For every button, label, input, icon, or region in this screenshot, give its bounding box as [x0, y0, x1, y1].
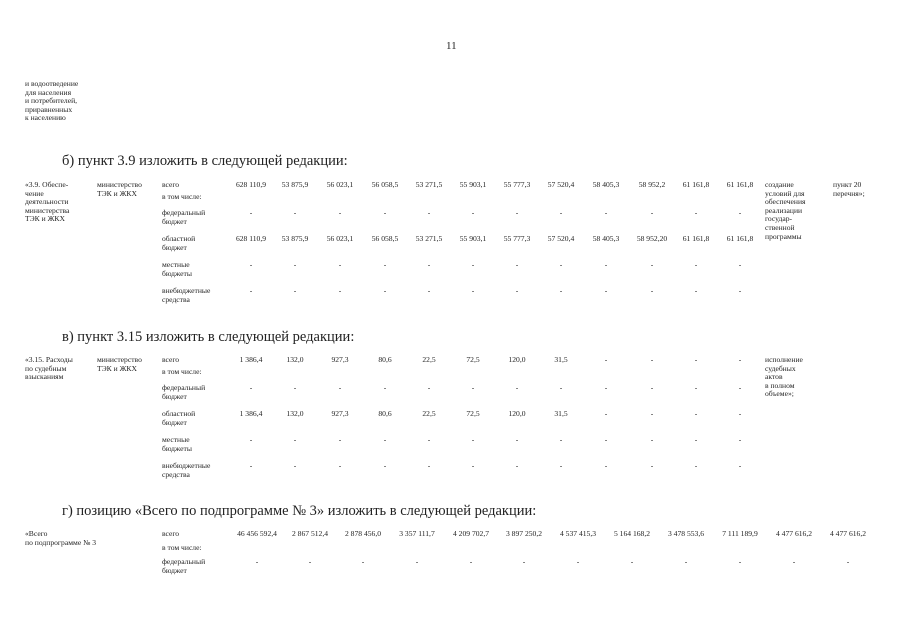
- table-cell: -: [427, 461, 431, 470]
- row-label: [162, 410, 195, 427]
- row-label-line: внебюджетные: [162, 286, 211, 295]
- item-name: [25, 356, 73, 382]
- table-cell: 628 110,9: [235, 180, 267, 189]
- table-cell: -: [293, 208, 297, 217]
- table-cell: -: [338, 461, 342, 470]
- table-cell: -: [249, 461, 253, 470]
- row-label-line: в том числе:: [162, 192, 202, 201]
- table-cell: -: [515, 435, 519, 444]
- row-label-line: средства: [162, 294, 190, 304]
- row-label: [162, 368, 202, 377]
- table-cell: -: [469, 557, 473, 566]
- row-label-line: областной: [162, 234, 196, 243]
- table-cell: -: [471, 435, 475, 444]
- table-cell: 53 271,5: [415, 234, 443, 243]
- table-cell: -: [383, 208, 387, 217]
- table-cell: -: [249, 383, 253, 392]
- table-cell: -: [515, 260, 519, 269]
- table-cell: -: [684, 557, 688, 566]
- table-cell: -: [650, 435, 654, 444]
- table-cell: 80,6: [378, 409, 392, 418]
- table-cell: 3 357 111,7: [399, 529, 435, 538]
- table-cell: 57 520,4: [547, 180, 575, 189]
- row-label-line: бюджеты: [162, 268, 192, 278]
- table-cell: -: [738, 286, 742, 295]
- row-label: [162, 193, 202, 202]
- table-cell: -: [293, 461, 297, 470]
- table-cell: -: [738, 383, 742, 392]
- table-cell: -: [604, 355, 608, 364]
- item-name-line: «Всего: [25, 529, 48, 538]
- table-cell: -: [694, 355, 698, 364]
- table-cell: -: [338, 208, 342, 217]
- row-label-line: средства: [162, 469, 190, 479]
- table-cell: 55 777,3: [503, 234, 531, 243]
- table-cell: -: [738, 461, 742, 470]
- table-cell: 55 903,1: [459, 234, 487, 243]
- table-cell: -: [249, 286, 253, 295]
- table-cell: 3 897 250,2: [505, 529, 543, 538]
- row-label-line: бюджет: [162, 242, 187, 252]
- result-line: обеспечения: [765, 197, 806, 207]
- section-g-heading: г) позицию «Всего по подпрограмме № 3» изложить в следующей редакции:: [62, 503, 537, 519]
- table-cell: -: [846, 557, 850, 566]
- table-cell: 56 058,5: [371, 180, 399, 189]
- table-cell: -: [515, 383, 519, 392]
- intro-line-group-line: приравненных: [25, 104, 73, 114]
- row-label-line: бюджет: [162, 216, 187, 226]
- table-cell: -: [694, 208, 698, 217]
- table-cell: 61 161,8: [726, 234, 754, 243]
- table-cell: -: [694, 461, 698, 470]
- table-cell: 927,3: [331, 409, 349, 418]
- table-cell: -: [338, 435, 342, 444]
- table-cell: -: [383, 260, 387, 269]
- table-cell: -: [694, 435, 698, 444]
- table-cell: -: [792, 557, 796, 566]
- table-cell: -: [559, 383, 563, 392]
- result-line: государ-: [765, 214, 793, 224]
- table-cell: -: [576, 557, 580, 566]
- table-cell: 31,5: [554, 355, 568, 364]
- table-cell: 53 875,9: [281, 234, 309, 243]
- table-cell: 1 386,4: [239, 409, 263, 418]
- table-cell: 31,5: [554, 409, 568, 418]
- table-cell: 22,5: [422, 409, 436, 418]
- table-cell: 80,6: [378, 355, 392, 364]
- table-cell: 2 878 456,0: [344, 529, 382, 538]
- table-cell: -: [515, 208, 519, 217]
- item-name-line: министерства: [25, 205, 70, 215]
- intro-line-group: [25, 80, 78, 123]
- table-cell: 53 271,5: [415, 180, 443, 189]
- table-cell: 53 875,9: [281, 180, 309, 189]
- table-cell: -: [738, 557, 742, 566]
- item-name-line: взысканиям: [25, 372, 64, 382]
- table-cell: 61 161,8: [682, 234, 710, 243]
- table-cell: -: [293, 286, 297, 295]
- executor: [97, 356, 142, 373]
- row-label: [162, 530, 179, 539]
- table-cell: 61 161,8: [682, 180, 710, 189]
- row-label: [162, 287, 210, 304]
- table-cell: -: [471, 286, 475, 295]
- row-label-line: федеральный: [162, 557, 206, 566]
- table-cell: -: [559, 208, 563, 217]
- table-cell: -: [471, 461, 475, 470]
- table-cell: -: [604, 260, 608, 269]
- table-cell: -: [694, 383, 698, 392]
- table-cell: -: [650, 208, 654, 217]
- table-cell: 56 058,5: [371, 234, 399, 243]
- table-cell: -: [650, 286, 654, 295]
- section-b-heading: б) пункт 3.9 изложить в следующей редакции:: [62, 153, 348, 169]
- table-cell: 927,3: [331, 355, 349, 364]
- table-cell: -: [361, 557, 365, 566]
- row-label-line: местные: [162, 260, 190, 269]
- table-cell: 628 110,9: [235, 234, 267, 243]
- table-cell: -: [471, 260, 475, 269]
- result-line: объеме»;: [765, 389, 794, 399]
- row-label: [162, 558, 205, 575]
- table-cell: -: [604, 208, 608, 217]
- reference: [833, 181, 865, 198]
- table-cell: 2 867 512,4: [291, 529, 329, 538]
- table-cell: -: [604, 435, 608, 444]
- table-cell: -: [415, 557, 419, 566]
- table-cell: -: [249, 435, 253, 444]
- intro-line-group-line: и потребителей,: [25, 96, 78, 106]
- item-name: [25, 530, 96, 547]
- table-cell: -: [383, 286, 387, 295]
- result-line: судебных: [765, 363, 796, 373]
- table-cell: -: [738, 409, 742, 418]
- table-cell: -: [471, 383, 475, 392]
- table-cell: 72,5: [466, 409, 480, 418]
- row-label: [162, 384, 205, 401]
- table-cell: -: [338, 260, 342, 269]
- result-line: в полном: [765, 380, 795, 390]
- table-cell: -: [293, 435, 297, 444]
- table-cell: 132,0: [286, 355, 304, 364]
- table-cell: -: [604, 409, 608, 418]
- row-label: [162, 462, 210, 479]
- result-line: программы: [765, 231, 802, 241]
- executor-line: министерство: [97, 355, 142, 364]
- row-label-line: бюджет: [162, 391, 187, 401]
- result-line: исполнение: [765, 355, 803, 364]
- table-cell: -: [604, 286, 608, 295]
- item-name-line: по подпрограмме № 3: [25, 537, 97, 547]
- table-cell: -: [694, 260, 698, 269]
- row-label: [162, 181, 179, 190]
- table-cell: 120,0: [508, 355, 526, 364]
- table-cell: 56 023,1: [326, 234, 354, 243]
- row-label-line: в том числе:: [162, 367, 202, 376]
- row-label-line: внебюджетные: [162, 461, 211, 470]
- table-cell: -: [559, 461, 563, 470]
- table-cell: 55 903,1: [459, 180, 487, 189]
- row-label: [162, 261, 192, 278]
- table-cell: 132,0: [286, 409, 304, 418]
- table-cell: 58 405,3: [592, 234, 620, 243]
- row-label: [162, 356, 179, 365]
- table-cell: -: [738, 355, 742, 364]
- table-cell: 4 537 415,3: [559, 529, 597, 538]
- result-line: условий для: [765, 188, 805, 198]
- table-cell: -: [427, 260, 431, 269]
- table-cell: -: [650, 383, 654, 392]
- table-cell: 4 477 616,2: [829, 529, 867, 538]
- table-cell: -: [650, 355, 654, 364]
- item-name-line: «3.9. Обеспе-: [25, 180, 69, 189]
- row-label: [162, 544, 202, 553]
- table-cell: 1 386,4: [239, 355, 263, 364]
- table-cell: -: [522, 557, 526, 566]
- table-cell: -: [515, 461, 519, 470]
- intro-line-group-line: и водоотведение: [25, 79, 79, 88]
- table-cell: -: [650, 409, 654, 418]
- table-cell: 61 161,8: [726, 180, 754, 189]
- table-cell: 3 478 553,6: [667, 529, 705, 538]
- table-cell: -: [427, 383, 431, 392]
- table-cell: -: [515, 286, 519, 295]
- table-cell: 55 777,3: [503, 180, 531, 189]
- item-name: [25, 181, 69, 224]
- row-label-line: федеральный: [162, 383, 206, 392]
- table-cell: 58 952,20: [636, 234, 668, 243]
- table-cell: 58 405,3: [592, 180, 620, 189]
- row-label-line: в том числе:: [162, 543, 202, 552]
- table-cell: -: [308, 557, 312, 566]
- table-cell: 7 111 189,9: [722, 529, 758, 538]
- row-label: [162, 235, 195, 252]
- section-v-heading: в) пункт 3.15 изложить в следующей редакции:: [62, 329, 355, 345]
- table-cell: -: [249, 260, 253, 269]
- table-cell: -: [383, 461, 387, 470]
- table-cell: -: [559, 286, 563, 295]
- executor: [97, 181, 142, 198]
- table-cell: 72,5: [466, 355, 480, 364]
- row-label-line: местные: [162, 435, 190, 444]
- item-name-line: «3.15. Расходы: [25, 355, 73, 364]
- item-name-line: по судебным: [25, 363, 67, 373]
- table-cell: -: [738, 260, 742, 269]
- table-cell: -: [694, 286, 698, 295]
- reference-line: пункт 20: [833, 180, 862, 189]
- intro-line-group-line: к населению: [25, 113, 66, 123]
- table-cell: -: [738, 435, 742, 444]
- table-cell: -: [427, 435, 431, 444]
- row-label-line: бюджеты: [162, 443, 192, 453]
- table-cell: 22,5: [422, 355, 436, 364]
- item-name-line: чение: [25, 188, 44, 198]
- table-cell: -: [383, 383, 387, 392]
- result-line: ственной: [765, 222, 795, 232]
- result-line: реализации: [765, 205, 803, 215]
- table-cell: 58 952,2: [638, 180, 666, 189]
- table-cell: -: [255, 557, 259, 566]
- row-label-line: всего: [162, 529, 180, 538]
- table-cell: 57 520,4: [547, 234, 575, 243]
- row-label-line: областной: [162, 409, 196, 418]
- table-cell: -: [338, 286, 342, 295]
- table-cell: -: [604, 383, 608, 392]
- result-line: актов: [765, 372, 783, 382]
- table-cell: -: [471, 208, 475, 217]
- table-cell: 56 023,1: [326, 180, 354, 189]
- table-cell: -: [338, 383, 342, 392]
- item-name-line: ТЭК и ЖКХ: [25, 214, 65, 224]
- table-cell: -: [293, 260, 297, 269]
- executor-line: министерство: [97, 180, 142, 189]
- table-cell: -: [427, 208, 431, 217]
- table-cell: -: [650, 260, 654, 269]
- table-cell: 4 209 702,7: [452, 529, 490, 538]
- table-cell: -: [559, 435, 563, 444]
- executor-line: ТЭК и ЖКХ: [97, 188, 137, 198]
- row-label: [162, 436, 192, 453]
- table-cell: 4 477 616,2: [775, 529, 813, 538]
- table-cell: -: [559, 260, 563, 269]
- table-cell: 46 456 592,4: [237, 529, 277, 538]
- intro-line-group-line: для населения: [25, 87, 72, 97]
- table-cell: 120,0: [508, 409, 526, 418]
- table-cell: -: [427, 286, 431, 295]
- row-label-line: всего: [162, 355, 180, 364]
- row-label-line: бюджет: [162, 417, 187, 427]
- row-label: [162, 209, 205, 226]
- table-cell: -: [694, 409, 698, 418]
- item-name-line: деятельности: [25, 197, 69, 207]
- table-cell: -: [249, 208, 253, 217]
- table-cell: -: [604, 461, 608, 470]
- table-cell: -: [630, 557, 634, 566]
- table-cell: -: [738, 208, 742, 217]
- row-label-line: бюджет: [162, 565, 187, 575]
- row-label-line: всего: [162, 180, 180, 189]
- result-line: создание: [765, 180, 794, 189]
- table-cell: -: [650, 461, 654, 470]
- table-cell: -: [293, 383, 297, 392]
- table-cell: -: [383, 435, 387, 444]
- reference-line: перечня»;: [833, 188, 865, 198]
- page-number: 11: [446, 40, 457, 52]
- row-label-line: федеральный: [162, 208, 206, 217]
- table-cell: 5 164 168,2: [613, 529, 651, 538]
- executor-line: ТЭК и ЖКХ: [97, 363, 137, 373]
